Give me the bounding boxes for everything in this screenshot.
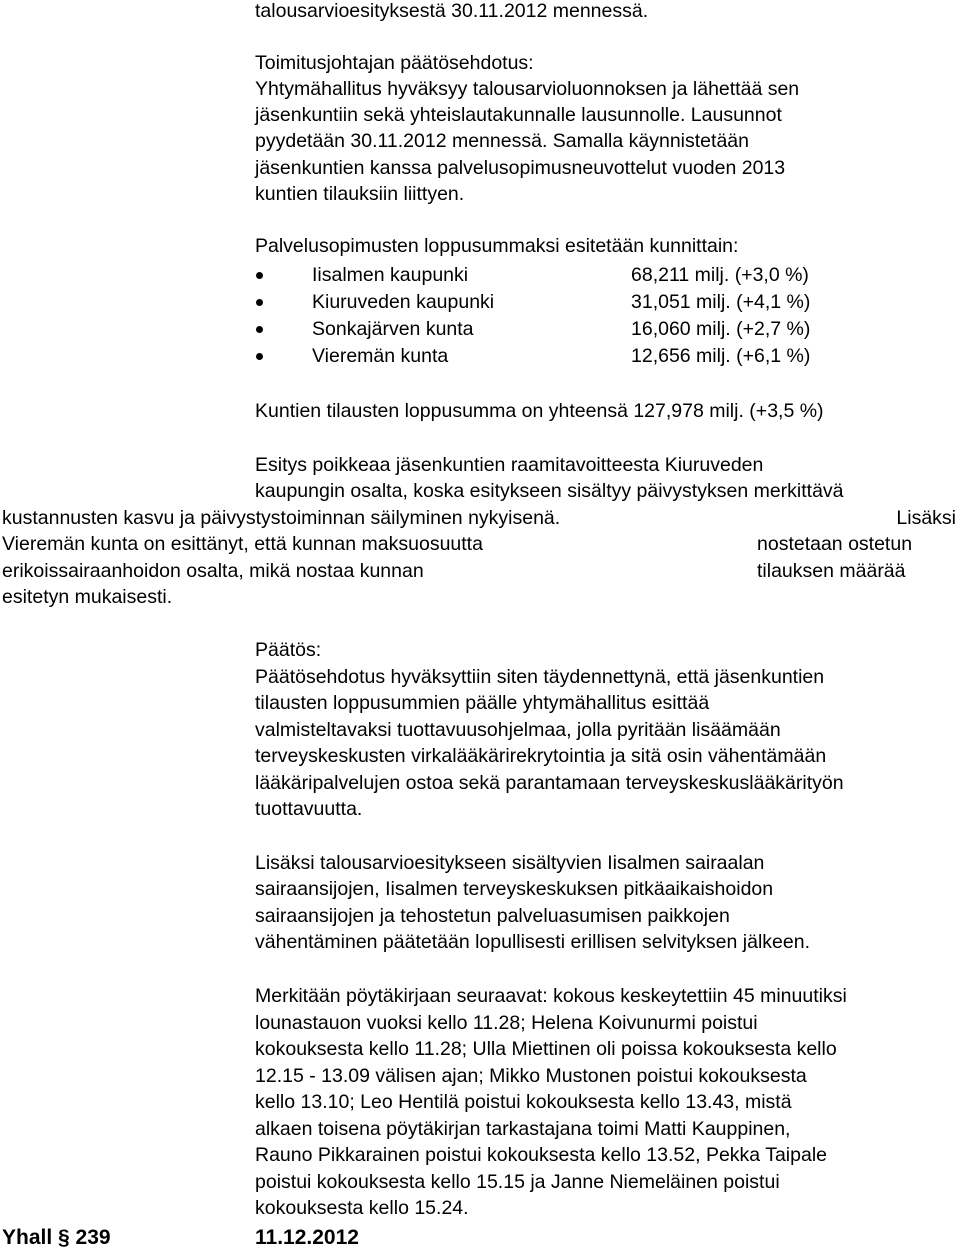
notes-line: kokouksesta kello 15.24. bbox=[255, 1197, 469, 1219]
municipality-value: 12,656 milj. (+6,1 %) bbox=[631, 345, 811, 367]
deviation-line: erikoissairaanhoidon osalta, mikä nostaa kunnan bbox=[2, 560, 424, 582]
municipality-name: Iisalmen kaupunki bbox=[312, 264, 469, 286]
decision-line: terveyskeskusten virkalääkärirekrytointia ja sitä osin vähentämään bbox=[255, 745, 827, 767]
deviation-line-right: Lisäksi bbox=[896, 507, 956, 529]
municipality-value: 16,060 milj. (+2,7 %) bbox=[631, 318, 811, 340]
proposal-heading: Toimitusjohtajan päätösehdotus: bbox=[255, 52, 534, 74]
additional-line: sairaansijojen ja tehostetun palveluasumisen paikkojen bbox=[255, 905, 730, 927]
deviation-line: Esitys poikkeaa jäsenkuntien raamitavoitteesta Kiuruveden bbox=[255, 454, 764, 476]
notes-line: Merkitään pöytäkirjaan seuraavat: kokous keskeytettiin 45 minuutiksi bbox=[255, 985, 847, 1007]
decision-heading: Päätös: bbox=[255, 639, 322, 661]
proposal-line: jäsenkuntiin sekä yhteislautakunnalle lausunnolle. Lausunnot bbox=[255, 104, 782, 126]
proposal-line: jäsenkuntien kanssa palvelusopimusneuvottelut vuoden 2013 bbox=[255, 157, 786, 179]
notes-line: kello 13.10; Leo Hentilä poistui kokouksesta kello 13.43, mistä bbox=[255, 1091, 792, 1113]
deviation-line: Vieremän kunta on esittänyt, että kunnan maksuosuutta bbox=[2, 533, 483, 555]
decision-line: tuottavuutta. bbox=[255, 798, 363, 820]
totals-summary: Kuntien tilausten loppusumma on yhteensä 127,978 milj. (+3,5 %) bbox=[255, 400, 824, 422]
bullet-icon bbox=[256, 326, 263, 333]
notes-line: poistui kokouksesta kello 15.15 ja Janne Niemeläinen poistui bbox=[255, 1171, 780, 1193]
municipality-name: Vieremän kunta bbox=[312, 345, 449, 367]
bullet-icon bbox=[256, 272, 263, 279]
section-number: Yhall § 239 bbox=[2, 1226, 111, 1249]
municipality-name: Kiuruveden kaupunki bbox=[312, 291, 495, 313]
meeting-date: 11.12.2012 bbox=[255, 1226, 359, 1249]
decision-line: Päätösehdotus hyväksyttiin siten täydennettynä, että jäsenkuntien bbox=[255, 666, 825, 688]
notes-line: 12.15 - 13.09 välisen ajan; Mikko Mustonen poistui kokouksesta bbox=[255, 1065, 807, 1087]
decision-line: tilausten loppusummien päälle yhtymähallitus esittää bbox=[255, 692, 710, 714]
notes-line: alkaen toisena pöytäkirjan tarkastajana toimi Matti Kauppinen, bbox=[255, 1118, 791, 1140]
municipality-value: 31,051 milj. (+4,1 %) bbox=[631, 291, 811, 313]
deviation-line: kaupungin osalta, koska esitykseen sisältyy päivystyksen merkittävä bbox=[255, 480, 844, 502]
totals-heading: Palvelusopimusten loppusummaksi esitetään kunnittain: bbox=[255, 235, 739, 257]
proposal-line: Yhtymähallitus hyväksyy talousarvioluonnoksen ja lähettää sen bbox=[255, 78, 800, 100]
decision-line: lääkäripalvelujen ostoa sekä parantamaan terveyskeskuslääkärityön bbox=[255, 772, 844, 794]
deviation-line: kustannusten kasvu ja päivystystoiminnan säilyminen nykyisenä. bbox=[2, 507, 561, 529]
deviation-line-right: tilauksen määrää bbox=[757, 560, 906, 582]
bullet-icon bbox=[256, 299, 263, 306]
intro-tail: talousarvioesityksestä 30.11.2012 mennessä. bbox=[255, 0, 649, 22]
deviation-line-right: nostetaan ostetun bbox=[757, 533, 913, 555]
bullet-icon bbox=[256, 353, 263, 360]
notes-line: kokouksesta kello 11.28; Ulla Miettinen oli poissa kokouksesta kello bbox=[255, 1038, 837, 1060]
proposal-line: kuntien tilauksiin liittyen. bbox=[255, 183, 465, 205]
notes-line: Rauno Pikkarainen poistui kokouksesta kello 13.52, Pekka Taipale bbox=[255, 1144, 827, 1166]
proposal-line: pyydetään 30.11.2012 mennessä. Samalla käynnistetään bbox=[255, 130, 749, 152]
municipality-value: 68,211 milj. (+3,0 %) bbox=[631, 264, 809, 286]
notes-line: lounastauon vuoksi kello 11.28; Helena Koivunurmi poistui bbox=[255, 1012, 758, 1034]
deviation-line: esitetyn mukaisesti. bbox=[2, 586, 173, 608]
additional-line: sairaansijojen, Iisalmen terveyskeskuksen pitkäaikaishoidon bbox=[255, 878, 774, 900]
additional-line: vähentäminen päätetään lopullisesti erillisen selvityksen jälkeen. bbox=[255, 931, 810, 953]
municipality-name: Sonkajärven kunta bbox=[312, 318, 474, 340]
decision-line: valmisteltavaksi tuottavuusohjelmaa, jolla pyritään lisäämään bbox=[255, 719, 781, 741]
additional-line: Lisäksi talousarvioesitykseen sisältyvien Iisalmen sairaalan bbox=[255, 852, 765, 874]
